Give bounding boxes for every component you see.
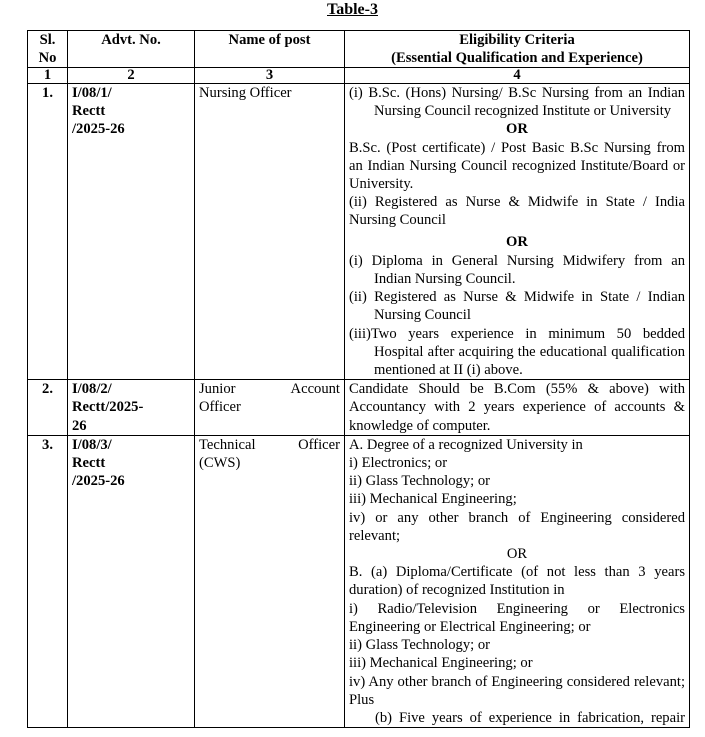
header-advt-no: Advt. No. (68, 31, 195, 68)
column-number: 2 (68, 68, 195, 84)
sl-no: 3. (28, 435, 68, 727)
header-eligibility-criteria: Eligibility Criteria (Essential Qualification and Experience) (345, 31, 690, 68)
header-row (28, 31, 690, 68)
advt-no: I/08/1/ Rectt /2025-26 (68, 84, 195, 380)
table-title: Table-3 (327, 1, 378, 18)
column-number: 3 (195, 68, 345, 84)
post-name: Technical Officer (CWS) (195, 435, 345, 727)
sl-no: 1. (28, 84, 68, 380)
eligibility-criteria: Candidate Should be B.Com (55% & above) with Accountancy with 2 years experience of accounts & knowledge of computer. (345, 380, 690, 436)
eligibility-criteria: (i) B.Sc. (Hons) Nursing/ B.Sc Nursing from an Indian Nursing Council recognized Institute or University OR B.Sc. (Post certificate) / Post Basic B.Sc Nursing from an Indian Nursing Council recognized Institute/Board or University. (ii) Registered as Nurse & Midwife in State / India Nursing Council OR (i) Diploma in General Nursing Midwifery from an Indian Nursing Council. (ii) Registered as Nurse & Midwife in State / Indian Nursing Council (iii)Two years experience in minimum 50 bedded Hospital after acquiring the educational qualification mentioned at II (i) above. (345, 84, 690, 380)
table-row (28, 435, 690, 727)
advt-no: I/08/2/ Rectt/2025- 26 (68, 380, 195, 436)
table-row (28, 380, 690, 436)
sl-no: 2. (28, 380, 68, 436)
advt-no: I/08/3/ Rectt /2025-26 (68, 435, 195, 727)
table-row (28, 84, 690, 380)
column-number: 1 (28, 68, 68, 84)
header-name-of-post: Name of post (195, 31, 345, 68)
eligibility-table (27, 30, 690, 728)
post-name: Junior Account Officer (195, 380, 345, 436)
header-sl-no: Sl. No (28, 31, 68, 68)
eligibility-criteria: A. Degree of a recognized University in i) Electronics; or ii) Glass Technology; or iii) Mechanical Engineering; iv) or any other branch of Engineering considered relevant; OR B. (a) Diploma/Certificate (of not less than 3 years duration) of recognized Institution in i) Radio/Television Engineering or Electronics Engineering or Electrical Engineering; or ii) Glass Technology; or iii) Mechanical Engineering; or iv) Any other branch of Engineering considered relevant; Plus (b) Five years of experience in fabrication, repair (345, 435, 690, 727)
post-name: Nursing Officer (195, 84, 345, 380)
column-number: 4 (345, 68, 690, 84)
column-number-row (28, 68, 690, 84)
